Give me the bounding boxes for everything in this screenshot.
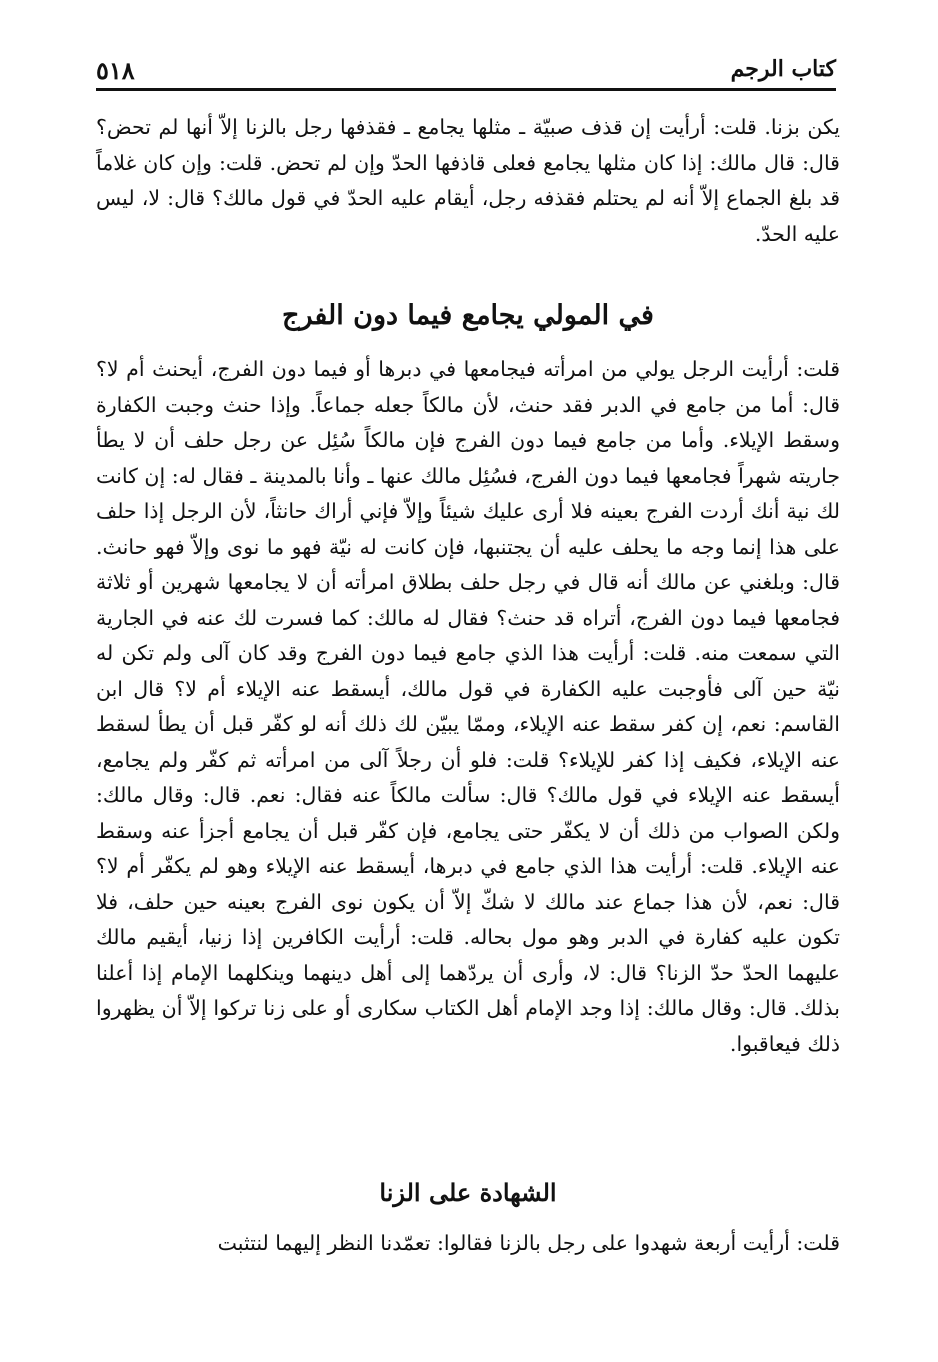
- book-title: كتاب الرجم: [730, 56, 836, 82]
- section-heading-mawla: في المولي يجامع فيما دون الفرج: [282, 300, 654, 331]
- section-heading-shahada: الشهادة على الزنا: [379, 1178, 557, 1207]
- paragraph-intro: يكن بزنا. قلت: أرأيت إن قذف صبيّة ـ مثلها يجامع ـ فقذفها رجل بالزنا إلاّ أنها لم تحض؟ قال: قال مالك: إذا كان مثلها يجامع فعلى قاذفها الحدّ وإن لم تحض. قلت: وإن كان غلاماً قد بلغ الجماع إلاّ أنه لم يحتلم فقذفه رجل، أيقام عليه الحدّ في قول مالك؟ قال: لا، ليس عليه الحدّ.: [96, 115, 840, 246]
- running-header: [96, 52, 836, 91]
- paragraph-mawla: قلت: أرأيت الرجل يولي من امرأته فيجامعها في دبرها أو فيما دون الفرج، أيحنث أم لا؟ قال: أما من جامع في الدبر فقد حنث، لأن مالكاً جعله جماعاً. وإذا حنث وجبت الكفارة وسقط الإيلاء. وأما من جامع فيما دون الفرج فإن مالكاً سُئِل عن رجل حلف أن لا يطأ جاريته شهراً فجامعها فيما دون الفرج، فسُئِل مالك عنها ـ وأنا بالمدينة ـ فقال له: إن كانت لك نية أنك أردت الفرج بعينه فلا أرى عليك شيئاً وإلاّ فإني أراك حانثاً، لأن الرجل إذا حلف على هذا إنما وجه ما يحلف عليه أن يجتنبها، فإن كانت له نيّة فهو ما نوى وإلاّ فهو حانث. قال: وبلغني عن مالك أنه قال في رجل حلف بطلاق امرأته أن لا يجامعها شهرين أو ثلاثة فجامعها فيما دون الفرج، أتراه قد حنث؟ فقال له مالك: كما فسرت لك عنه في الجارية التي سمعت منه. قلت: أرأيت هذا الذي جامع فيما دون الفرج وقد كان آلى ولم تكن له نيّة حين آلى فأوجبت عليه الكفارة في قول مالك، أيسقط عنه الإيلاء أم لا؟ قال ابن القاسم: نعم، إن كفر سقط عنه الإيلاء، وممّا يبيّن لك ذلك أنه لو كفّر قبل أن يطأ لسقط عنه الإيلاء، فكيف إذا كفر للإيلاء؟ قلت: فلو أن رجلاً آلى من امرأته ثم كفّر ولم يجامع، أيسقط عنه الإيلاء في قول مالك؟ قال: سألت مالكاً عنه فقال: نعم. قال: وقال مالك: ولكن الصواب من ذلك أن لا يكفّر حتى يجامع، فإن كفّر قبل أن يجامع أجزأ عنه وسقط عنه الإيلاء. قلت: أرأيت هذا الذي جامع في دبرها، أيسقط عنه الإيلاء وهو لم يكفّر أم لا؟ قال: نعم، لأن هذا جماع عند مالك لا شكّ إلاّ أن يكون نوى الفرج بعينه حين حلف، فلا تكون عليه كفارة في الدبر وهو مول بحاله. قلت: أرأيت الكافرين إذا زنيا، أيقيم مالك عليهما الحدّ حدّ الزنا؟ قال: لا، وأرى أن يردّهما إلى أهل دينهما وينكلهما الإمام إذا أعلنا بذلك. قال: وقال مالك: إذا وجد الإمام أهل الكتاب سكارى أو على زنا تركوا إلاّ أن يظهروا ذلك فيعاقبوا.: [96, 357, 840, 1056]
- paragraph-shahada: قلت: أرأيت أربعة شهدوا على رجل بالزنا فقالوا: تعمّدنا النظر إليهما لنتثبت: [217, 1231, 840, 1255]
- page-number: ٥١٨: [96, 56, 135, 85]
